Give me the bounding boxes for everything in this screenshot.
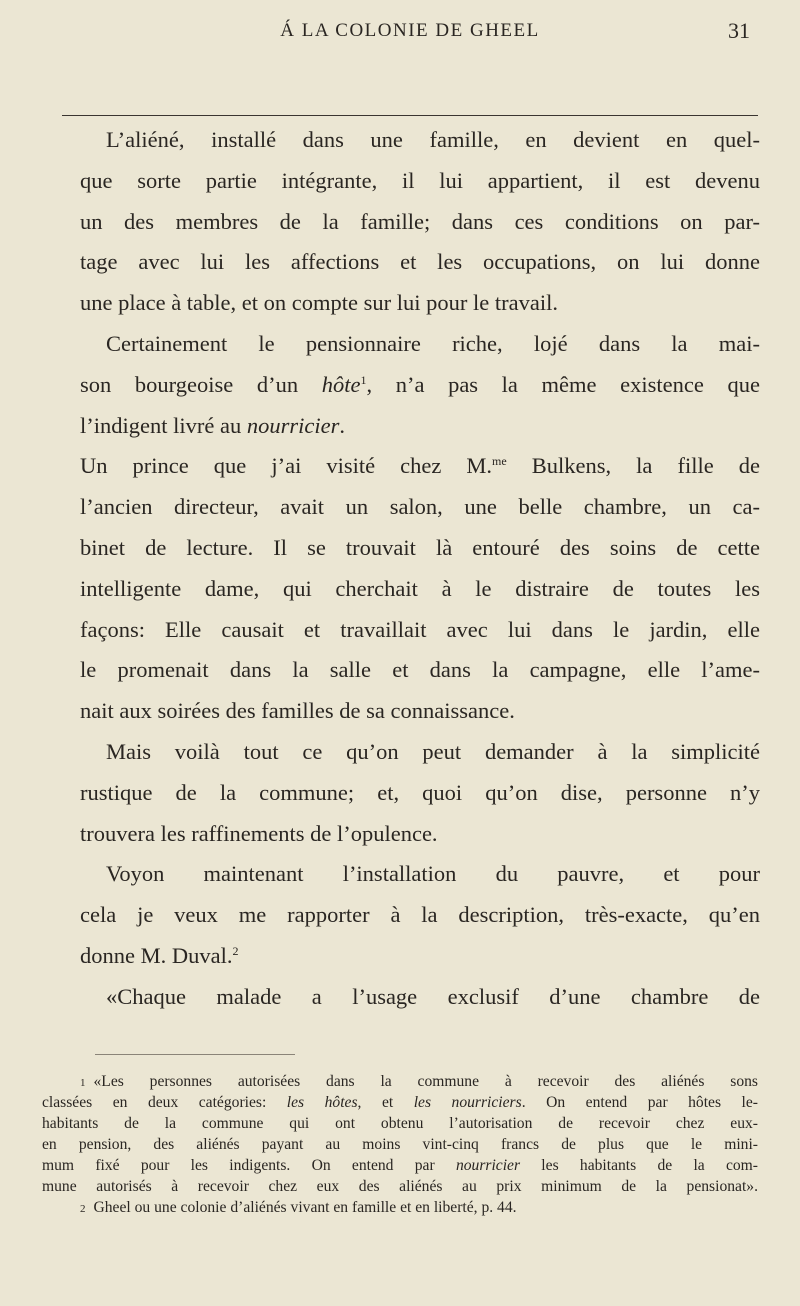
- body-line: [80, 814, 760, 855]
- italic-text: les hôtes: [286, 1094, 358, 1111]
- body-line: [80, 569, 760, 610]
- body-line: [80, 732, 760, 773]
- body-line: [80, 406, 760, 447]
- text-segment: que sorte partie intégrante, il lui appartient, il est devenu: [80, 167, 760, 193]
- text-segment: classées en deux catégories:: [42, 1094, 287, 1111]
- body-line: [80, 895, 760, 936]
- body-line: [80, 120, 760, 161]
- body-line: [80, 650, 760, 691]
- body-line: [80, 202, 760, 243]
- text-segment: cela je veux me rapporter à la description, très-exacte, qu’en: [80, 902, 760, 928]
- text-segment: tage avec lui les affections et les occupations, on lui donne: [80, 249, 760, 275]
- footnote-line: [42, 1113, 758, 1134]
- footnote-line: [42, 1071, 758, 1092]
- footnote-reference: 1: [360, 372, 367, 387]
- header-rule: [62, 115, 758, 116]
- text-segment: , n’a pas la même existence que: [366, 371, 760, 397]
- text-segment: son bourgeoise d’un: [80, 371, 322, 397]
- text-segment: «Chaque malade a l’usage exclusif d’une chambre de: [106, 983, 760, 1009]
- text-segment: mum fixé pour les indigents. On entend par: [42, 1157, 456, 1174]
- text-segment: rustique de la commune; et, quoi qu’on dise, personne n’y: [80, 779, 760, 805]
- text-segment: Certainement le pensionnaire riche, lojé dans la mai-: [106, 330, 760, 356]
- body-line: [80, 610, 760, 651]
- body-line: [80, 977, 760, 1018]
- text-segment: une place à table, et on compte sur lui pour le travail.: [80, 290, 558, 316]
- text-segment: intelligente dame, qui cherchait à le distraire de toutes les: [80, 575, 760, 601]
- footnote-line: [42, 1197, 758, 1218]
- footnote-line: [42, 1155, 758, 1176]
- body-line: [80, 324, 760, 365]
- footnote-line: [42, 1092, 758, 1113]
- running-title: Á LA COLONIE DE GHEEL: [280, 20, 540, 41]
- footnote-number: 1: [80, 1077, 86, 1089]
- text-segment: Mais voilà tout ce qu’on peut demander à la simplicité: [106, 738, 760, 764]
- text-segment: binet de lecture. Il se trouvait là entouré des soins de cette: [80, 534, 760, 560]
- body-line: [80, 528, 760, 569]
- italic-text: nourricier: [455, 1157, 521, 1174]
- footnotes: [42, 1071, 758, 1218]
- italic-text: hôte: [321, 371, 361, 397]
- body-line: [80, 773, 760, 814]
- text-segment: habitants de la commune qui ont obtenu l’autorisation de recevoir chez eux-: [42, 1115, 758, 1132]
- text-segment: l’ancien directeur, avait un salon, une belle chambre, un ca-: [80, 494, 760, 520]
- text-segment: le promenait dans la salle et dans la campagne, elle l’ame-: [80, 657, 760, 683]
- body-line: [80, 691, 760, 732]
- body-text: [80, 120, 760, 1018]
- text-segment: Bulkens, la fille de: [506, 453, 760, 479]
- text-segment: «Les personnes autorisées dans la commune à recevoir des aliénés sons: [93, 1073, 758, 1090]
- running-header: [60, 20, 760, 60]
- text-segment: Voyon maintenant l’installation du pauvre, et pour: [106, 861, 760, 887]
- body-line: [80, 446, 760, 487]
- body-line: [80, 365, 760, 406]
- body-line: [80, 854, 760, 895]
- text-segment: L’aliéné, installé dans une famille, en devient en quel-: [106, 127, 760, 152]
- text-segment: . On entend par hôtes le-: [521, 1094, 758, 1111]
- body-line: [80, 487, 760, 528]
- footnote-separator: [95, 1054, 295, 1055]
- text-segment: Un prince que j’ai visité chez M.: [80, 453, 493, 479]
- body-line: [80, 161, 760, 202]
- footnote-number: 2: [80, 1203, 86, 1215]
- text-segment: les habitants de la com-: [520, 1157, 758, 1174]
- footnote-reference: me: [492, 454, 507, 469]
- text-segment: donne M. Duval.: [80, 942, 233, 968]
- italic-text: les nourriciers: [413, 1094, 522, 1111]
- body-line: [80, 283, 760, 324]
- text-segment: en pension, des aliénés payant au moins vint-cinq francs de plus que le mini-: [42, 1136, 758, 1153]
- body-line: [80, 936, 760, 977]
- text-segment: un des membres de la famille; dans ces conditions on par-: [80, 208, 760, 234]
- text-segment: l’indigent livré au: [80, 412, 247, 438]
- page-number: 31: [728, 18, 750, 43]
- text-segment: trouvera les raffinements de l’opulence.: [80, 820, 438, 846]
- text-segment: Gheel ou une colonie d’aliénés vivant en famille et en liberté, p. 44.: [93, 1199, 517, 1216]
- footnote-reference: 2: [232, 943, 239, 958]
- text-segment: , et: [357, 1094, 414, 1111]
- footnote-line: [42, 1176, 758, 1197]
- text-segment: nait aux soirées des familles de sa connaissance.: [80, 698, 515, 724]
- text-segment: façons: Elle causait et travaillait avec lui dans le jardin, elle: [80, 616, 760, 642]
- text-segment: mune autorisés à recevoir chez eux des aliénés au prix minimum de la pensionat».: [42, 1178, 758, 1195]
- footnote-line: [42, 1134, 758, 1155]
- italic-text: nourricier: [246, 412, 340, 438]
- body-line: [80, 242, 760, 283]
- text-segment: .: [339, 412, 345, 438]
